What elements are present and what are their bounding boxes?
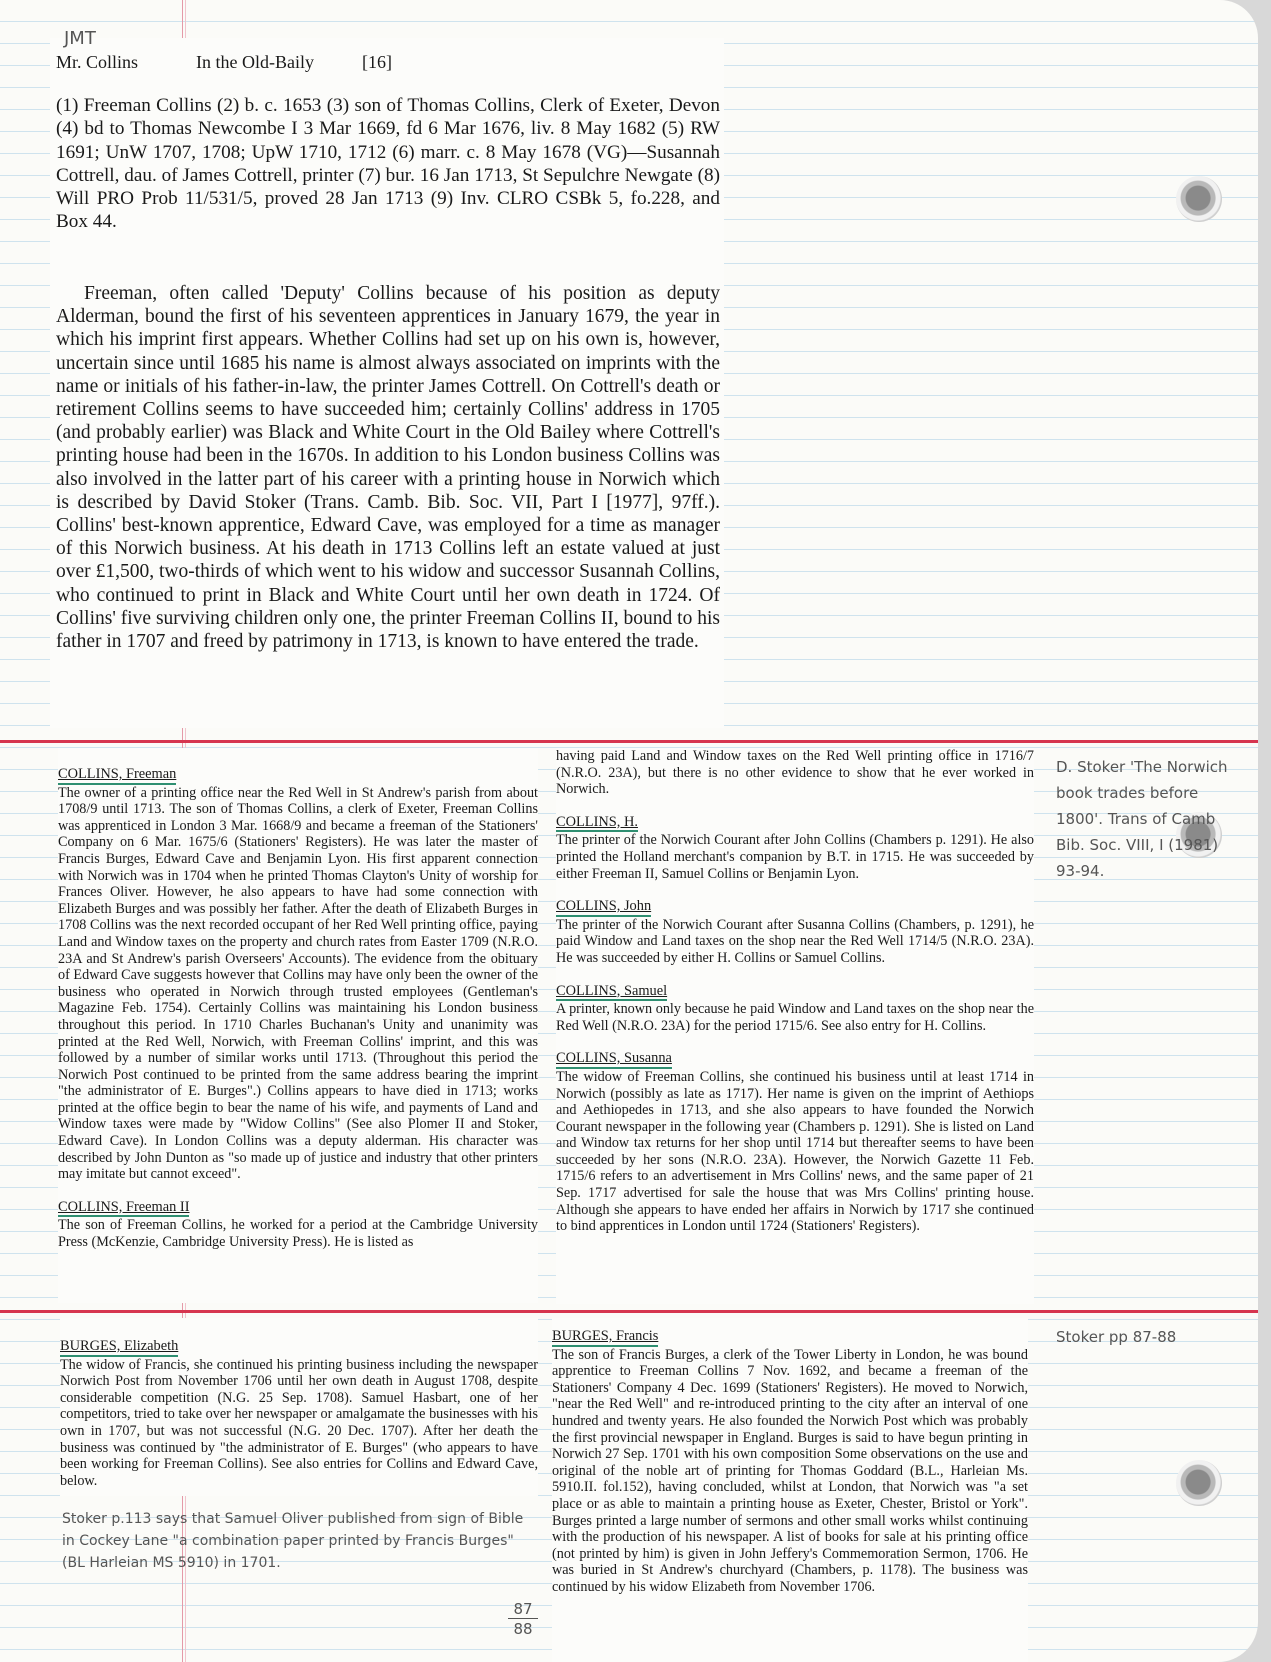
entry-location: In the Old-Baily	[196, 52, 314, 72]
red-rule	[0, 740, 1258, 743]
heading-collins-john: COLLINS, John	[556, 898, 651, 917]
middle-left-clipping	[58, 748, 538, 1303]
heading-collins-susanna: COLLINS, Susanna	[556, 1050, 672, 1069]
bottom-left-clipping	[60, 1318, 538, 1496]
text-burges-elizabeth: The widow of Francis, she continued his printing business including the newspaper Norwich Post from November 1706 until her own death in August 1708, despite considerable competition (N.G. 25 Sep. 1708). Samuel Hasbart, one of her competitors, tried to take over her newspaper or amalgamate the businesses with his own in 1707, but was not successful (N.G. 20 Dec. 1707). After her death the business was continued by "the administrator of E. Burges" (who appears to have been working for Freeman Collins). See also entries for Collins and Edward Cave, below.	[60, 1356, 538, 1489]
text-collins-h: The printer of the Norwich Courant after John Collins (Chambers p. 1291). He also printed the Holland merchant's companion by B.T. in 1715. He was succeeded by either Freeman II, Samuel Collins or Benjamin Lyon.	[556, 832, 1034, 882]
bottom-right-clipping	[552, 1318, 1028, 1662]
heading-burges-francis: BURGES, Francis	[552, 1328, 658, 1347]
text-continued: having paid Land and Window taxes on the Red Well printing office in 1716/7 (N.R.O. 23A), but there is no other evidence to show that he ever worked in Norwich.	[556, 748, 1034, 798]
handwritten-stoker-reference: D. Stoker 'The Norwich book trades before 1800'. Trans of Camb Bib. Soc. VIII, I (1981) 93-94.	[1056, 758, 1228, 880]
text-collins-samuel: A printer, known only because he paid Window and Land taxes on the shop near the Red Well (N.R.O. 23A) for the period 1715/6. See also entry for H. Collins.	[556, 1001, 1034, 1034]
entry-number: [16]	[362, 52, 392, 72]
text-collins-susanna: The widow of Freeman Collins, she continued his business until at least 1714 in Norwich (possibly as late as 1717). Her name is given on the imprint of Aethiops and Aethiopedes in 1713, and she also appears to have founded the Norwich Courant newspaper in the following year (Chambers p. 1291). She is listed on Land and Window tax returns for her shop until 1714 but thereafter seems to have been succeeded by her sons (N.R.O. 23A). However, the Norwich Gazette 11 Feb. 1715/6 refers to an advertisement in Mrs Collins' news, and the same paper of 21 Sep. 1717 advertised for sale the house that was Mrs Collins' printing house. Although she appears to have ended her affairs in Norwich by 1717 she continued to bind apprentices in London until 1724 (Stationers' Registers).	[556, 1068, 1034, 1235]
binder-hole-icon	[1176, 176, 1222, 222]
heading-burges-elizabeth: BURGES, Elizabeth	[60, 1338, 178, 1357]
entry-name: Mr. Collins	[56, 52, 139, 72]
text-collins-freeman-ii: The son of Freeman Collins, he worked for a period at the Cambridge University Press (McKenzie, Cambridge University Press). He is listed as	[58, 1217, 538, 1251]
text-burges-francis: The son of Francis Burges, a clerk of the Tower Liberty in London, he was bound apprentice to Freeman Collins 7 Nov. 1692, and became a freeman of the Stationers' Company 4 Dec. 1699 (Stationers' Registers). He moved to Norwich, "near the Red Well" and re-introduced printing to the city after an interval of one hundred and twenty years. He also founded the Norwich Post which was probably the first provincial newspaper in England. Burges is said to have begun printing in Norwich 27 Sep. 1701 with his own composition Some observations on the use and original of the noble art of printing for Thomas Goddard (B.L., Harleian Ms. 5910.II. fol.152), having concluded, whilst at London, that Norwich was "a set place or as able to maintain a printing house as Exeter, Chester, Bristol or York". Burges printed a large number of sermons and other small works whilst continuing with the production of his newspaper. A list of books for sale at his printing office (not printed by him) is given in John Jeffery's Commemoration Sermon, 1706. He was buried in St Andrew's churchyard (Chambers, p. 1178). The business was continued by his widow Elizabeth from November 1706.	[552, 1346, 1028, 1595]
biography-text: (1) Freeman Collins (2) b. c. 1653 (3) son of Thomas Collins, Clerk of Exeter, Devon (4) bd to Thomas Newcombe I 3 Mar 1669, fd 6 Mar 1676, liv. 8 May 1682 (5) RW 1691; UnW 1707, 1708; UpW 1710, 1712 (6) marr. c. 8 May 1678 (VG)—Susannah Cottrell, dau. of James Cottrell, printer (7) bur. 16 Jan 1713, St Sepulchre Newgate (8) Will PRO Prob 11/531/5, proved 28 Jan 1713 (9) Inv. CLRO CSBk 5, fo.228, and Box 44.	[56, 95, 720, 233]
handwritten-stoker-pages: Stoker pp 87-88	[1056, 1328, 1177, 1346]
text-collins-john: The printer of the Norwich Courant after Susanna Collins (Chambers, p. 1291), he paid Window and Land taxes on the shop near the Red Well 1714/5 (N.R.O. 23A). He was succeeded by either H. Collins or Samuel Collins.	[556, 916, 1034, 966]
heading-collins-samuel: COLLINS, Samuel	[556, 983, 667, 1002]
essay-text: Freeman, often called 'Deputy' Collins because of his position as deputy Alderman, bound the first of his seventeen apprentices in January 1679, the year in which his imprint first appears. Whether Collins had set up on his own is, however, uncertain since until 1685 his name is almost always associated on imprints with the name or initials of his father-in-law, the printer James Cottrell. On Cottrell's death or retirement Collins seems to have succeeded him; certainly Collins' address in 1705 (and probably earlier) was Black and White Court in the Old Bailey where Cottrell's printing house had been in the 1670s. In addition to his London business Collins was also involved in the latter part of his career with a printing house in Norwich which is described by David Stoker (Trans. Camb. Bib. Soc. VII, Part I [1977], 97ff.). Collins' best-known apprentice, Edward Cave, was employed for a time as manager of this Norwich business. At his death in 1713 Collins left an estate valued at just over £1,500, two-thirds of which went to his widow and successor Susannah Collins, who continued to print in Black and White Court until her own death in 1724. Of Collins' five surviving children only one, the printer Freeman Collins II, bound to his father in 1707 and freed by patrimony in 1713, is known to have entered the trade.	[56, 283, 720, 653]
red-rule	[0, 1310, 1258, 1313]
text-collins-freeman: The owner of a printing office near the Red Well in St Andrew's parish from about 1708/9 until 1713. The son of Thomas Collins, a clerk of Exeter, Freeman Collins was apprenticed in London 3 Mar. 1668/9 and became a freeman of the Stationers' Company on 6 Mar. 1675/6 (Stationers' Registers). He was later the master of Francis Burges, Edward Cave and Benjamin Lyon. His first apparent connection with Norwich was in 1704 when he printed Thomas Clayton's Unity of worship for Frances Oliver. However, he also appears to have had some connection with Elizabeth Burges and was possibly her father. After the death of Elizabeth Burges in 1708 Collins was the next recorded occupant of her Red Well printing office, paying Land and Window taxes on the property and church rates from Easter 1709 (N.R.O. 23A and St Andrew's parish Overseers' Accounts). The evidence from the obituary of Edward Cave suggests however that Collins may have only been the owner of the business who operated in Norwich through trusted employees (Gentleman's Magazine Feb. 1754). Certainly Collins was maintaining his London business throughout this period. In 1710 Charles Buchanan's Unity and unanimity was printed at the Red Well, Norwich, with Freeman Collins' imprint, and this was followed by a number of similar works until 1713. (Throughout this period the Norwich Post continued to be printed from the same address bearing the imprint "the administrator of E. Burges".) Collins appears to have died in 1713; works printed at the office begin to bear the name of his wife, and payments of Land and Window taxes were made by "Widow Collins" (See also Plomer II and Stoker, Edward Cave). In London Collins was a deputy alderman. His character was described by John Dunton as "so made up of justice and industry that other printers may imitate but cannot exceed".	[58, 784, 538, 1183]
heading-collins-freeman: COLLINS, Freeman	[58, 766, 176, 785]
handwritten-page-ref-top: 87	[508, 1600, 538, 1619]
middle-right-clipping	[556, 748, 1034, 1304]
top-clipping	[50, 28, 724, 728]
binder-hole-icon	[1176, 1460, 1222, 1506]
initials-note: JMT	[64, 28, 96, 49]
handwritten-page-ref-bottom: 88	[513, 1620, 533, 1638]
heading-collins-freeman-ii: COLLINS, Freeman II	[58, 1199, 189, 1218]
heading-collins-h: COLLINS, H.	[556, 814, 638, 833]
handwritten-stoker-note: Stoker p.113 says that Samuel Oliver published from sign of Bible in Cockey Lane "a combination paper printed by Francis Burges" (BL Harleian MS 5910) in 1701.	[62, 1511, 524, 1571]
